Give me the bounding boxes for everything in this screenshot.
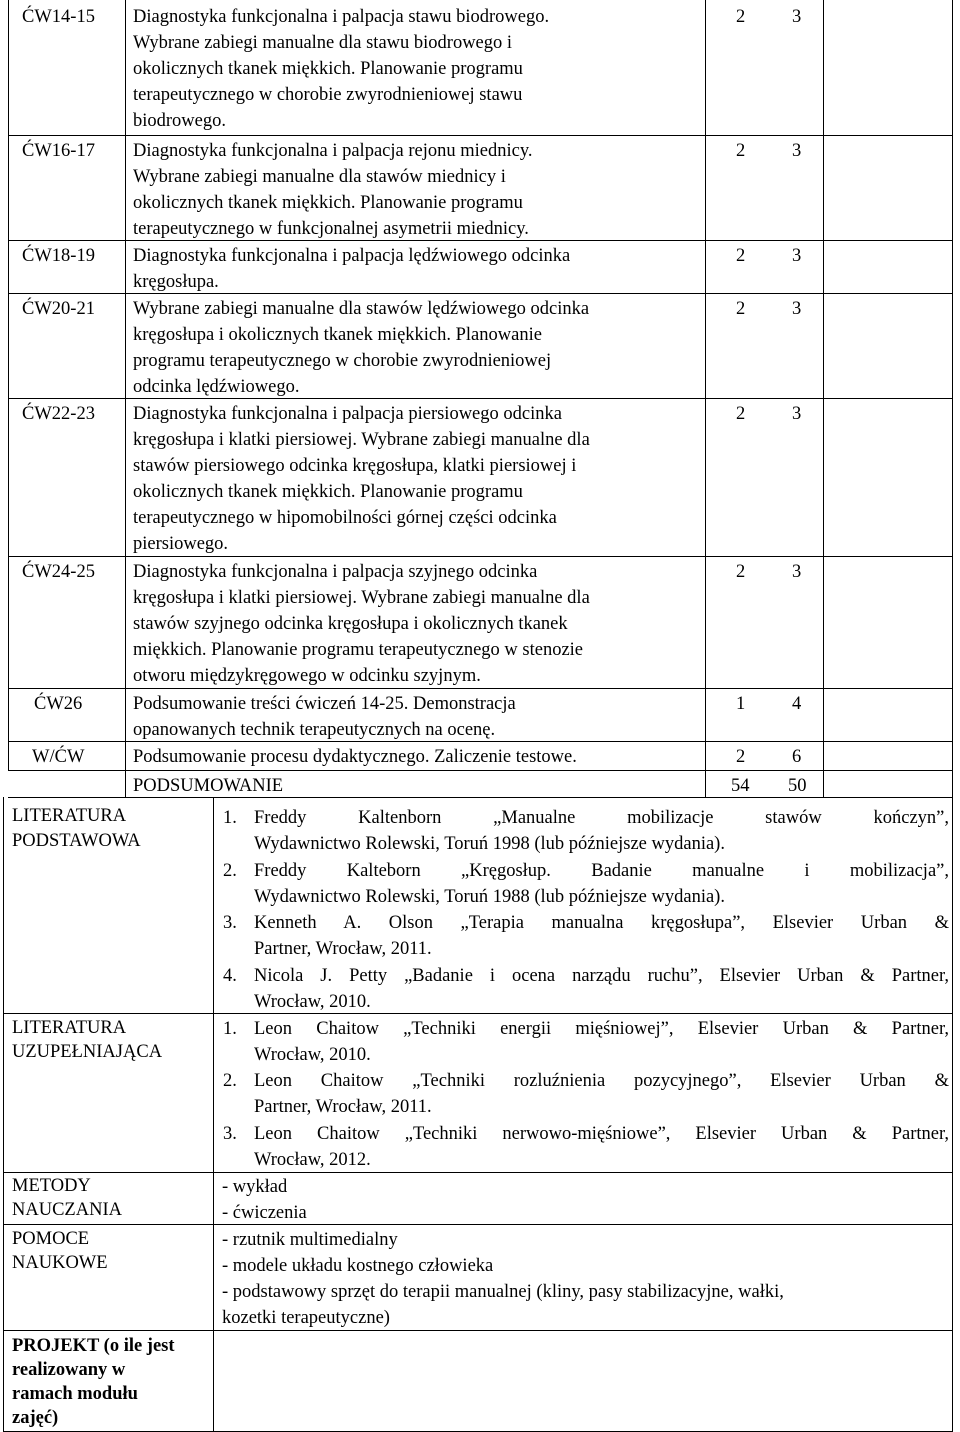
lit-extra-label: LITERATURA — [12, 1018, 127, 1038]
row-description-line: stawów piersiowego odcinka kręgosłupa, klatki piersiowej i — [133, 456, 577, 476]
aid-item: - podstawowy sprzęt do terapii manualnej (kliny, pasy stabilizacyjne, wałki, — [222, 1282, 784, 1302]
row-code: ĆW22-23 — [22, 404, 95, 424]
row-hours-a: 2 — [736, 747, 746, 767]
reference-line: Wydawnictwo Rolewski, Toruń 1988 (lub późniejsze wydania). — [254, 887, 725, 907]
row-description-line: okolicznych tkanek miękkich. Planowanie programu — [133, 482, 523, 502]
row-description-line: Podsumowanie procesu dydaktycznego. Zaliczenie testowe. — [133, 747, 577, 767]
row-hours-b: 3 — [792, 7, 802, 27]
row-code: ĆW20-21 — [22, 299, 95, 319]
lit-extra-label: UZUPEŁNIAJĄCA — [12, 1042, 163, 1062]
reference-number: 3. — [223, 1124, 237, 1144]
row-hours-a: 2 — [736, 562, 746, 582]
reference-number: 2. — [223, 1071, 237, 1091]
reference-line: Freddy Kalteborn „Kręgosłup. Badanie manualne i mobilizacja”, — [254, 861, 949, 881]
row-hours-a: 2 — [736, 404, 746, 424]
row-description-line: okolicznych tkanek miękkich. Planowanie programu — [133, 193, 523, 213]
table-right-border — [952, 0, 953, 1432]
row-description-line: stawów szyjnego odcinka kręgosłupa i okolicznych tkanek — [133, 614, 568, 634]
row-hours-a: 2 — [736, 141, 746, 161]
row-description-line: programu terapeutycznego w chorobie zwyrodnieniowej — [133, 351, 552, 371]
row-description-line: terapeutycznego w hipomobilności górnej części odcinka — [133, 508, 557, 528]
reference-number: 4. — [223, 966, 237, 986]
row-hours-b: 3 — [792, 141, 802, 161]
method-item: - ćwiczenia — [222, 1203, 307, 1223]
reference-number: 1. — [223, 1019, 237, 1039]
reference-line: Nicola J. Petty „Badanie i ocena narządu ruchu”, Elsevier Urban & Partner, — [254, 966, 949, 986]
row-description-line: Podsumowanie treści ćwiczeń 14-25. Demonstracja — [133, 694, 516, 714]
reference-number: 2. — [223, 861, 237, 881]
row-code: W/ĆW — [32, 747, 85, 767]
row-code: ĆW16-17 — [22, 141, 95, 161]
row-hours-b: 3 — [792, 299, 802, 319]
section-divider — [3, 1224, 953, 1225]
reference-line: Kenneth A. Olson „Terapia manualna kręgosłupa”, Elsevier Urban & — [254, 913, 949, 933]
row-hours-b: 6 — [792, 747, 802, 767]
summary-hours-a: 54 — [731, 776, 750, 796]
methods-label: NAUCZANIA — [12, 1200, 122, 1220]
row-description-line: kręgosłupa i klatki piersiowej. Wybrane zabiegi manualne dla — [133, 430, 590, 450]
row-hours-a: 2 — [736, 7, 746, 27]
row-hours-a: 1 — [736, 694, 746, 714]
reference-line: Wrocław, 2010. — [254, 992, 371, 1012]
reference-number: 1. — [223, 808, 237, 828]
summary-hours-b: 50 — [788, 776, 807, 796]
row-description-line: piersiowego. — [133, 534, 229, 554]
reference-line: Leon Chaitow „Techniki rozluźnienia pozycyjnego”, Elsevier Urban & — [254, 1071, 949, 1091]
row-description-line: Wybrane zabiegi manualne dla stawów lędźwiowego odcinka — [133, 299, 590, 319]
row-code: ĆW14-15 — [22, 7, 95, 27]
aids-label: POMOCE — [12, 1229, 90, 1249]
row-code: ĆW18-19 — [22, 246, 95, 266]
reference-line: Wrocław, 2010. — [254, 1045, 371, 1065]
reference-line: Leon Chaitow „Techniki nerwowo-mięśniowe”, Elsevier Urban & Partner, — [254, 1124, 949, 1144]
aid-item: - modele układu kostnego człowieka — [222, 1256, 494, 1276]
row-description-line: Wybrane zabiegi manualne dla stawu biodrowego i — [133, 33, 513, 53]
row-description-line: terapeutycznego w chorobie zwyrodnieniowej stawu — [133, 85, 523, 105]
row-description-line: Diagnostyka funkcjonalna i palpacja stawu biodrowego. — [133, 7, 550, 27]
project-label: realizowany w — [12, 1360, 126, 1380]
project-label: PROJEKT (o ile jest — [12, 1336, 175, 1356]
row-description-line: kręgosłupa. — [133, 272, 219, 292]
row-description-line: kręgosłupa i okolicznych tkanek miękkich. Planowanie — [133, 325, 542, 345]
reference-number: 3. — [223, 913, 237, 933]
row-description-line: Diagnostyka funkcjonalna i palpacja rejonu miednicy. — [133, 141, 533, 161]
row-divider — [8, 135, 953, 136]
project-label: zajęć) — [12, 1408, 59, 1428]
row-code: ĆW24-25 — [22, 562, 95, 582]
section-divider — [3, 1172, 953, 1173]
sections-label-divider — [213, 797, 214, 1432]
row-hours-a: 2 — [736, 299, 746, 319]
row-hours-b: 3 — [792, 404, 802, 424]
row-description-line: odcinka lędźwiowego. — [133, 377, 300, 397]
row-description-line: Wybrane zabiegi manualne dla stawów miednicy i — [133, 167, 506, 187]
row-description-line: Diagnostyka funkcjonalna i palpacja lędźwiowego odcinka — [133, 246, 571, 266]
aid-item: kozetki terapeutyczne) — [222, 1308, 390, 1328]
row-description-line: otworu międzykręgowego w odcinku szyjnym. — [133, 666, 481, 686]
reference-line: Wrocław, 2012. — [254, 1150, 371, 1170]
aid-item: - rzutnik multimedialny — [222, 1230, 398, 1250]
row-description-line: opanowanych technik terapeutycznych na ocenę. — [133, 720, 496, 740]
lit-basic-label: PODSTAWOWA — [12, 831, 141, 851]
sections-left-border — [3, 797, 4, 1432]
project-label: ramach modułu — [12, 1384, 138, 1404]
row-description-line: kręgosłupa i klatki piersiowej. Wybrane zabiegi manualne dla — [133, 588, 590, 608]
row-hours-a: 2 — [736, 246, 746, 266]
row-description-line: Diagnostyka funkcjonalna i palpacja piersiowego odcinka — [133, 404, 562, 424]
methods-label: METODY — [12, 1176, 91, 1196]
summary-label: PODSUMOWANIE — [133, 776, 284, 796]
section-divider — [3, 1330, 953, 1331]
row-description-line: Diagnostyka funkcjonalna i palpacja szyjnego odcinka — [133, 562, 538, 582]
row-hours-b: 4 — [792, 694, 802, 714]
row-code: ĆW26 — [34, 694, 83, 714]
lit-basic-label: LITERATURA — [12, 806, 127, 826]
row-hours-b: 3 — [792, 562, 802, 582]
reference-line: Wydawnictwo Rolewski, Toruń 1998 (lub późniejsze wydania). — [254, 834, 725, 854]
table-left-border — [8, 0, 9, 770]
row-description-line: miękkich. Planowanie programu terapeutycznego w stenozie — [133, 640, 584, 660]
reference-line: Partner, Wrocław, 2011. — [254, 1097, 432, 1117]
reference-line: Freddy Kaltenborn „Manualne mobilizacje stawów kończyn”, — [254, 808, 949, 828]
reference-line: Leon Chaitow „Techniki energii mięśniowej”, Elsevier Urban & Partner, — [254, 1019, 949, 1039]
reference-line: Partner, Wrocław, 2011. — [254, 939, 432, 959]
row-description-line: okolicznych tkanek miękkich. Planowanie programu — [133, 59, 523, 79]
row-description-line: terapeutycznego w funkcjonalnej asymetrii miednicy. — [133, 219, 529, 239]
aids-label: NAUKOWE — [12, 1253, 108, 1273]
row-description-line: biodrowego. — [133, 111, 226, 131]
method-item: - wykład — [222, 1177, 288, 1197]
section-divider — [3, 1013, 953, 1014]
row-hours-b: 3 — [792, 246, 802, 266]
